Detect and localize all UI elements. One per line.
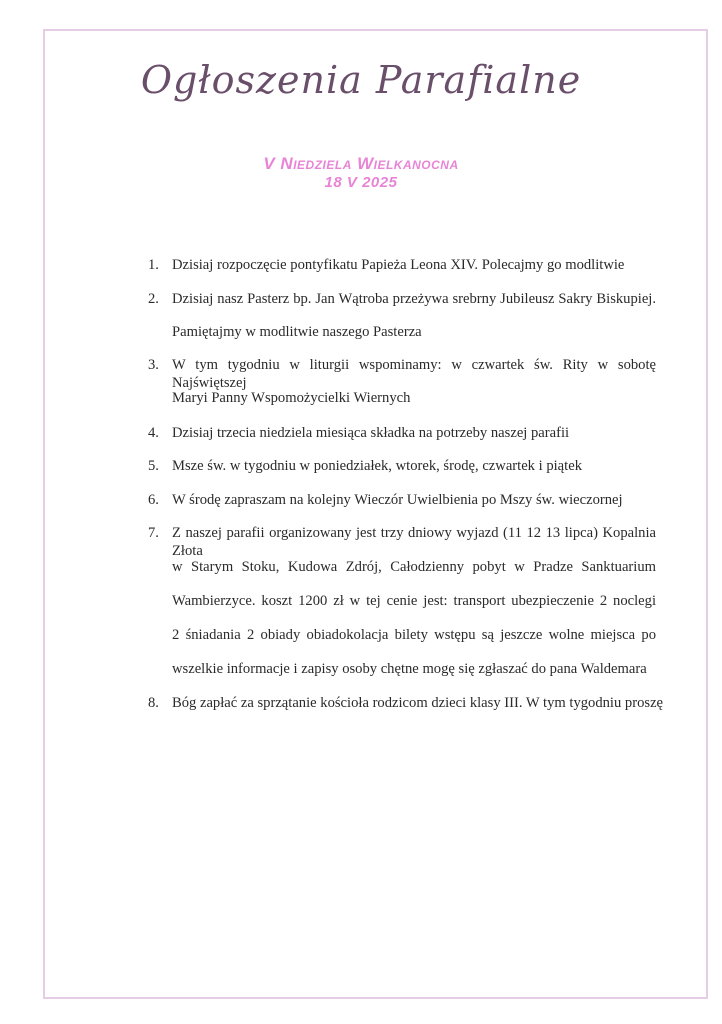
item-text: wszelkie informacje i zapisy osoby chętne mogę się zgłaszać do pana Waldemara <box>172 661 647 677</box>
item-text: Dzisiaj nasz Pasterz bp. Jan Wątroba przeżywa srebrny Jubileusz Sakry Biskupiej. <box>172 291 656 307</box>
item-number: 5. <box>148 458 159 474</box>
item-text: Z naszej parafii organizowany jest trzy dniowy wyjazd (11 12 13 lipca) Kopalnia Złota <box>172 525 656 559</box>
item-text: Pamiętajmy w modlitwie naszego Pasterza <box>172 324 422 340</box>
item-text: W środę zapraszam na kolejny Wieczór Uwielbienia po Mszy św. wieczornej <box>172 492 623 508</box>
item-text: w Starym Stoku, Kudowa Zdrój, Całodzienny pobyt w Pradze Sanktuarium <box>172 559 656 575</box>
item-text: Maryi Panny Wspomożycielki Wiernych <box>172 390 411 406</box>
item-number: 2. <box>148 291 159 307</box>
item-text: Msze św. w tygodniu w poniedziałek, wtorek, środę, czwartek i piątek <box>172 458 582 474</box>
item-number: 1. <box>148 257 159 273</box>
item-number: 8. <box>148 695 159 711</box>
item-number: 4. <box>148 425 159 441</box>
item-text: Dzisiaj rozpoczęcie pontyfikatu Papieża Leona XIV. Polecajmy go modlitwie <box>172 257 625 273</box>
item-number: 6. <box>148 492 159 508</box>
item-text: W tym tygodniu w liturgii wspominamy: w czwartek św. Rity w sobotę Najświętszej <box>172 357 656 391</box>
item-number: 3. <box>148 357 159 373</box>
item-text: Dzisiaj trzecia niedziela miesiąca składka na potrzeby naszej parafii <box>172 425 570 441</box>
subtitle-date: 18 V 2025 <box>324 174 398 191</box>
item-text: 2 śniadania 2 obiady obiadokolacja bilety wstępu są jeszcze wolne miejsca po <box>172 627 656 643</box>
subtitle-occasion: V Niedziela Wielkanocna <box>263 154 459 173</box>
item-text: Bóg zapłać za sprzątanie kościoła rodzicom dzieci klasy III. W tym tygodniu proszę <box>172 695 664 711</box>
item-number: 7. <box>148 525 159 541</box>
item-text: Wambierzyce. koszt 1200 zł w tej cenie jest: transport ubezpieczenie 2 noclegi <box>172 593 656 609</box>
page-title: Ogłoszenia Parafialne <box>140 58 582 102</box>
